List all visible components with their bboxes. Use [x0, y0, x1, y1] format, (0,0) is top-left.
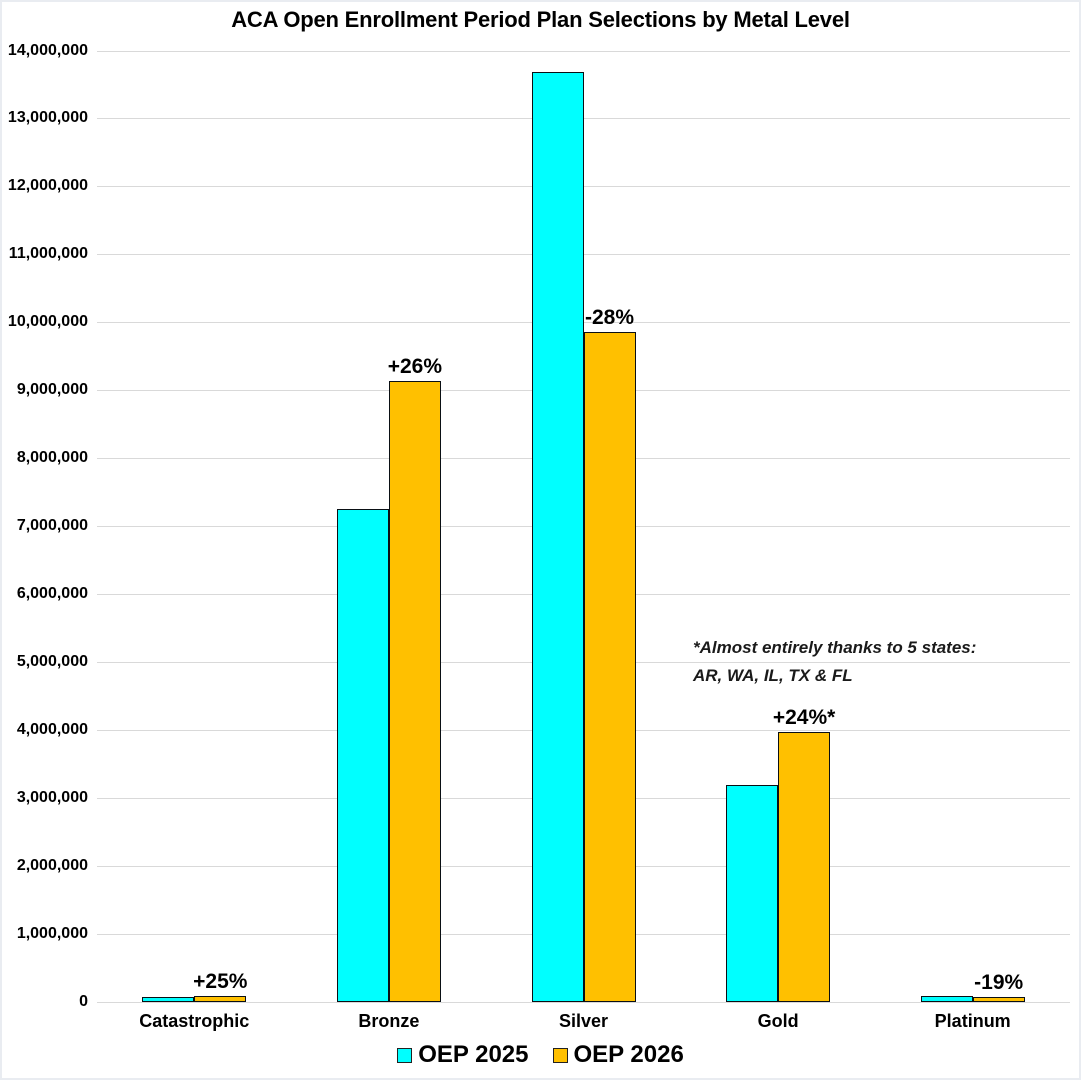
gridline [97, 1002, 1070, 1003]
y-axis-tick-label: 10,000,000 [7, 313, 88, 331]
category-label-catastrophic: Catastrophic [139, 1011, 250, 1031]
y-axis-tick-label: 5,000,000 [16, 653, 88, 671]
pct-change-label-gold: +24%* [772, 706, 836, 730]
bar-oep-2025-catastrophic [142, 997, 194, 1002]
bar-oep-2026-silver [584, 332, 636, 1002]
y-axis-tick-label: 4,000,000 [16, 721, 88, 739]
bar-oep-2025-bronze [337, 509, 389, 1002]
category-label-platinum: Platinum [934, 1011, 1011, 1031]
category-label-bronze: Bronze [358, 1011, 420, 1031]
annotation-line-1: *Almost entirely thanks to 5 states: [693, 638, 977, 657]
y-axis-tick-label: 9,000,000 [16, 381, 88, 399]
pct-change-label-silver: -28% [584, 305, 635, 329]
legend-label: OEP 2025 [418, 1041, 529, 1068]
gridline [97, 118, 1070, 119]
y-axis-tick-label: 13,000,000 [7, 109, 88, 127]
y-axis-tick-label: 11,000,000 [8, 245, 88, 263]
bar-oep-2026-gold [778, 732, 830, 1002]
bar-oep-2026-catastrophic [194, 996, 246, 1002]
legend-label: OEP 2026 [573, 1041, 684, 1068]
y-axis-tick-label: 8,000,000 [16, 449, 88, 467]
legend-swatch-oep-2025 [397, 1048, 412, 1063]
bar-oep-2025-gold [726, 785, 778, 1002]
gridline [97, 322, 1070, 323]
y-axis-tick-label: 3,000,000 [16, 789, 88, 807]
y-axis-tick-label: 12,000,000 [7, 177, 88, 195]
y-axis-tick-label: 1,000,000 [16, 925, 88, 943]
category-label-silver: Silver [558, 1011, 609, 1031]
legend-swatch-oep-2026 [553, 1048, 568, 1063]
bar-oep-2025-platinum [921, 996, 973, 1002]
y-axis-tick-label: 7,000,000 [16, 517, 88, 535]
y-axis-tick-label: 0 [79, 993, 88, 1010]
annotation-note [693, 634, 976, 690]
gridline [97, 51, 1070, 52]
legend-item-oep-2025 [397, 1041, 528, 1069]
y-axis-tick-label: 2,000,000 [16, 857, 88, 875]
pct-change-label-catastrophic: +25% [193, 970, 248, 994]
bar-oep-2025-silver [532, 72, 584, 1002]
chart-title: ACA Open Enrollment Period Plan Selections by Metal Level [231, 7, 850, 32]
gridline [97, 186, 1070, 187]
y-axis-tick-label: 6,000,000 [16, 585, 88, 603]
legend-item-oep-2026 [553, 1041, 684, 1069]
category-label-gold: Gold [757, 1011, 799, 1031]
pct-change-label-bronze: +26% [387, 355, 443, 379]
y-axis-tick-label: 14,000,000 [7, 41, 88, 59]
gridline [97, 254, 1070, 255]
bar-oep-2026-bronze [389, 381, 441, 1002]
pct-change-label-platinum: -19% [974, 970, 1024, 994]
annotation-line-2: AR, WA, IL, TX & FL [693, 666, 853, 685]
bar-oep-2026-platinum [973, 997, 1025, 1002]
legend [0, 1041, 1081, 1069]
